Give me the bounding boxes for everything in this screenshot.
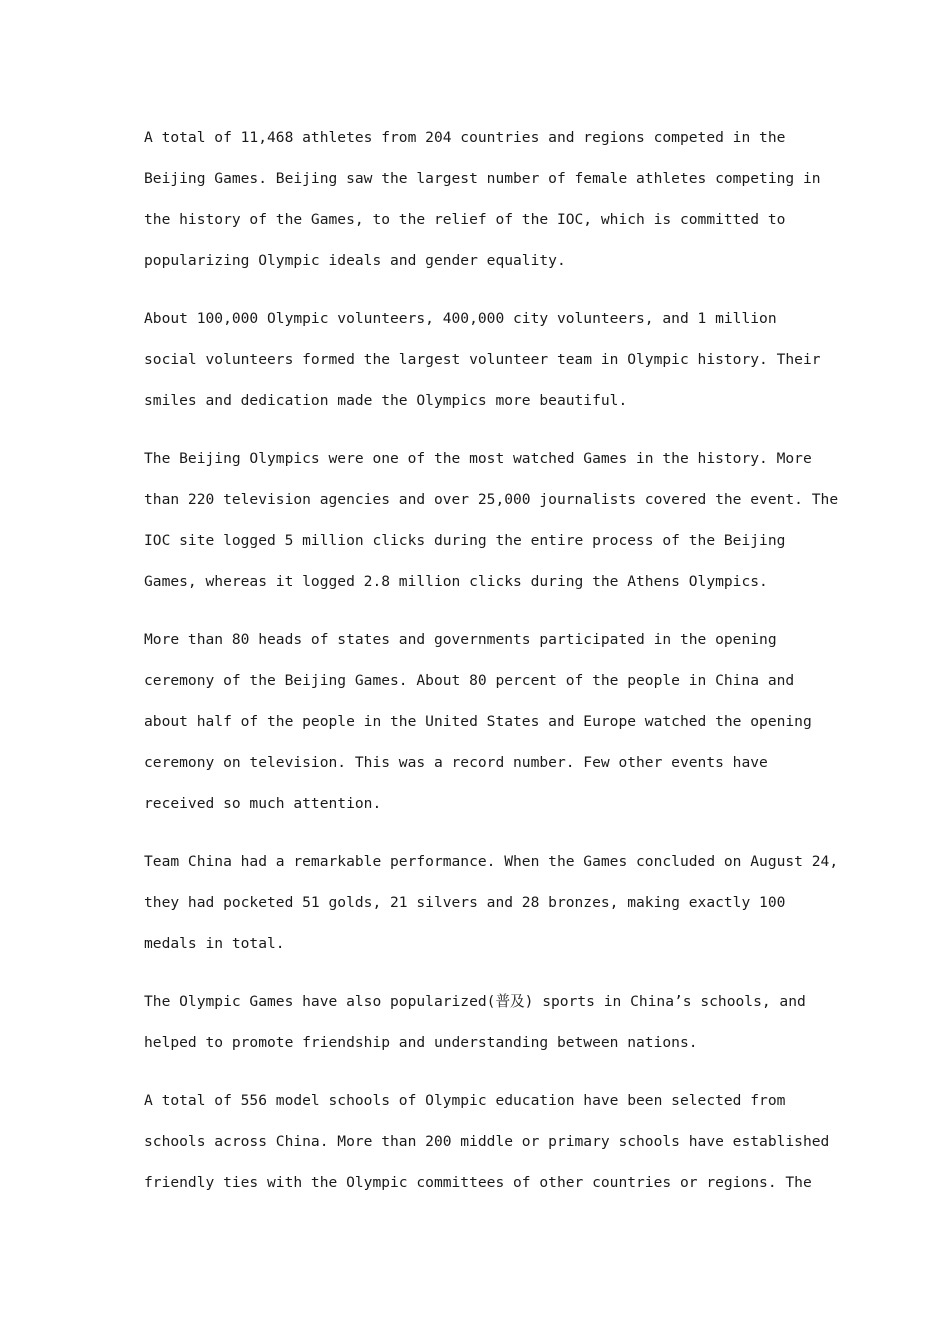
text-line: A total of 556 model schools of Olympic education have been selected from xyxy=(144,1092,786,1109)
text-line: smiles and dedication made the Olympics more beautiful. xyxy=(144,392,628,409)
paragraph-team-china xyxy=(144,841,839,964)
text-line: About 100,000 Olympic volunteers, 400,000 city volunteers, and 1 million xyxy=(144,310,777,327)
text-line: Games, whereas it logged 2.8 million clicks during the Athens Olympics. xyxy=(144,573,768,590)
paragraph-model-schools xyxy=(144,1080,830,1203)
text-line: IOC site logged 5 million clicks during the entire process of the Beijing xyxy=(144,532,786,549)
text-line: friendly ties with the Olympic committees of other countries or regions. The xyxy=(144,1174,812,1191)
paragraph-volunteers xyxy=(144,298,821,421)
paragraph-opening-ceremony xyxy=(144,619,814,824)
text-line: schools across China. More than 200 middle or primary schools have established xyxy=(144,1133,830,1150)
document-body xyxy=(144,117,839,1220)
text-line: Beijing Games. Beijing saw the largest number of female athletes competing in xyxy=(144,170,821,187)
text-line: than 220 television agencies and over 25,000 journalists covered the event. The xyxy=(144,491,839,508)
paragraph-media-coverage xyxy=(144,438,839,602)
paragraph-schools xyxy=(144,981,814,1063)
text-line: The Olympic Games have also popularized(普及) sports in China’s schools, and xyxy=(144,993,806,1010)
paragraph-athletes xyxy=(144,117,821,281)
text-line: ceremony of the Beijing Games. About 80 percent of the people in China and xyxy=(144,672,795,689)
text-line: helped to promote friendship and understanding between nations. xyxy=(144,1034,698,1051)
text-line: More than 80 heads of states and governments participated in the opening xyxy=(144,631,777,648)
text-line: A total of 11,468 athletes from 204 countries and regions competed in the xyxy=(144,129,786,146)
text-line: ceremony on television. This was a record number. Few other events have xyxy=(144,754,768,771)
text-line: medals in total. xyxy=(144,935,285,952)
text-line: Team China had a remarkable performance. When the Games concluded on August 24, xyxy=(144,853,839,870)
text-line: they had pocketed 51 golds, 21 silvers and 28 bronzes, making exactly 100 xyxy=(144,894,786,911)
text-line: The Beijing Olympics were one of the most watched Games in the history. More xyxy=(144,450,812,467)
text-line: about half of the people in the United States and Europe watched the opening xyxy=(144,713,812,730)
text-line: received so much attention. xyxy=(144,795,382,812)
text-line: popularizing Olympic ideals and gender equality. xyxy=(144,252,566,269)
text-line: the history of the Games, to the relief of the IOC, which is committed to xyxy=(144,211,786,228)
text-line: social volunteers formed the largest volunteer team in Olympic history. Their xyxy=(144,351,821,368)
